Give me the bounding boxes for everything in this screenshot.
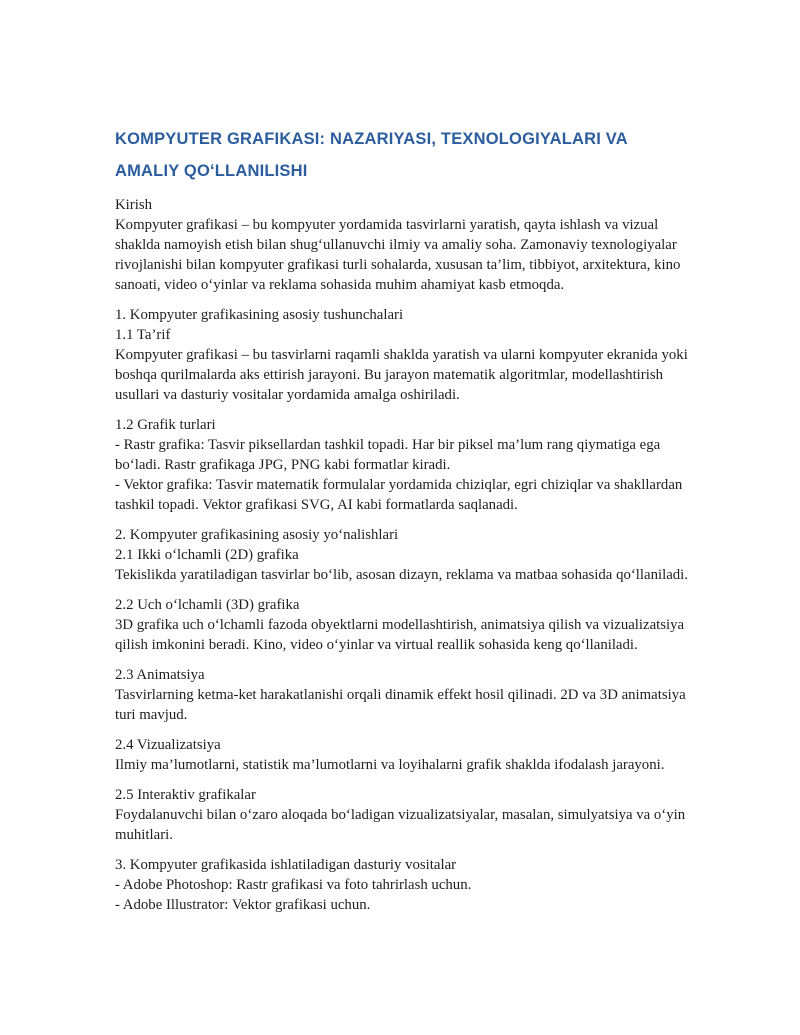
paragraph	[115, 595, 690, 655]
paragraph-line: 3. Kompyuter grafikasida ishlatiladigan dasturiy vositalar	[115, 857, 457, 873]
paragraph	[115, 855, 690, 915]
paragraph-line: - Rastr grafika: Tasvir piksellardan tashkil topadi. Har bir piksel ma’lum rang qiymatiga ega boʻladi. Rastr grafikaga JPG, PNG kabi formatlar kiradi.	[115, 437, 661, 473]
paragraph-line: Kompyuter grafikasi – bu kompyuter yordamida tasvirlarni yaratish, qayta ishlash va vizual shaklda namoyish etish bilan shugʻullanuvchi ilmiy va amaliy soha. Zamonaviy texnologiyalar rivojlanishi bilan kompyuter grafikasi turli sohalarda, xususan ta’lim, tibbiyot, arxitektura, kino sanoati, video oʻyinlar va reklama sohasida muhim ahamiyat kasb etmoqda.	[115, 217, 681, 293]
paragraph-line: 2.4 Vizualizatsiya	[115, 737, 221, 753]
paragraph-line: - Adobe Illustrator: Vektor grafikasi uchun.	[115, 897, 371, 913]
paragraph-line: - Vektor grafika: Tasvir matematik formulalar yordamida chiziqlar, egri chiziqlar va shakllardan tashkil topadi. Vektor grafikasi SVG, AI kabi formatlarda saqlanadi.	[115, 477, 683, 513]
paragraph	[115, 735, 690, 775]
paragraph	[115, 665, 690, 725]
paragraph-line: Kompyuter grafikasi – bu tasvirlarni raqamli shaklda yaratish va ularni kompyuter ekranida yoki boshqa qurilmalarda aks ettirish jarayoni. Bu jarayon matematik algoritmlar, modellashtirish usullari va dasturiy vositalar yordamida amalga oshiriladi.	[115, 347, 688, 403]
paragraph-line: Foydalanuvchi bilan oʻzaro aloqada boʻladigan vizualizatsiyalar, masalan, simulyatsiya va oʻyin muhitlari.	[115, 807, 686, 843]
paragraph-line: 2.1 Ikki oʻlchamli (2D) grafika	[115, 547, 299, 563]
document-page	[115, 123, 690, 925]
paragraph-line: - Adobe Photoshop: Rastr grafikasi va foto tahrirlash uchun.	[115, 877, 472, 893]
paragraph-line: Kirish	[115, 197, 152, 213]
paragraph-line: 2.2 Uch oʻlchamli (3D) grafika	[115, 597, 300, 613]
document-body	[115, 195, 690, 915]
document-title: KOMPYUTER GRAFIKASI: NAZARIYASI, TEXNOLOGIYALARI VA AMALIY QOʻLLANILISHI	[115, 130, 628, 180]
paragraph	[115, 525, 690, 585]
paragraph	[115, 305, 690, 405]
paragraph-line: 1.2 Grafik turlari	[115, 417, 216, 433]
paragraph-line: 2. Kompyuter grafikasining asosiy yoʻnalishlari	[115, 527, 399, 543]
paragraph-line: Ilmiy ma’lumotlarni, statistik ma’lumotlarni va loyihalarni grafik shaklda ifodalash jarayoni.	[115, 757, 665, 773]
paragraph	[115, 195, 690, 295]
paragraph-line: 1. Kompyuter grafikasining asosiy tushunchalari	[115, 307, 404, 323]
paragraph	[115, 785, 690, 845]
paragraph-line: Tekislikda yaratiladigan tasvirlar boʻlib, asosan dizayn, reklama va matbaa sohasida qoʻllaniladi.	[115, 567, 688, 583]
paragraph	[115, 415, 690, 515]
paragraph-line: 3D grafika uch oʻlchamli fazoda obyektlarni modellashtirish, animatsiya qilish va vizualizatsiya qilish imkonini beradi. Kino, video oʻyinlar va virtual reallik sohasida keng qoʻllaniladi.	[115, 617, 685, 653]
paragraph-line: 2.5 Interaktiv grafikalar	[115, 787, 256, 803]
paragraph-line: Tasvirlarning ketma-ket harakatlanishi orqali dinamik effekt hosil qilinadi. 2D va 3D animatsiya turi mavjud.	[115, 687, 686, 723]
paragraph-line: 1.1 Ta’rif	[115, 327, 171, 343]
paragraph-line: 2.3 Animatsiya	[115, 667, 205, 683]
